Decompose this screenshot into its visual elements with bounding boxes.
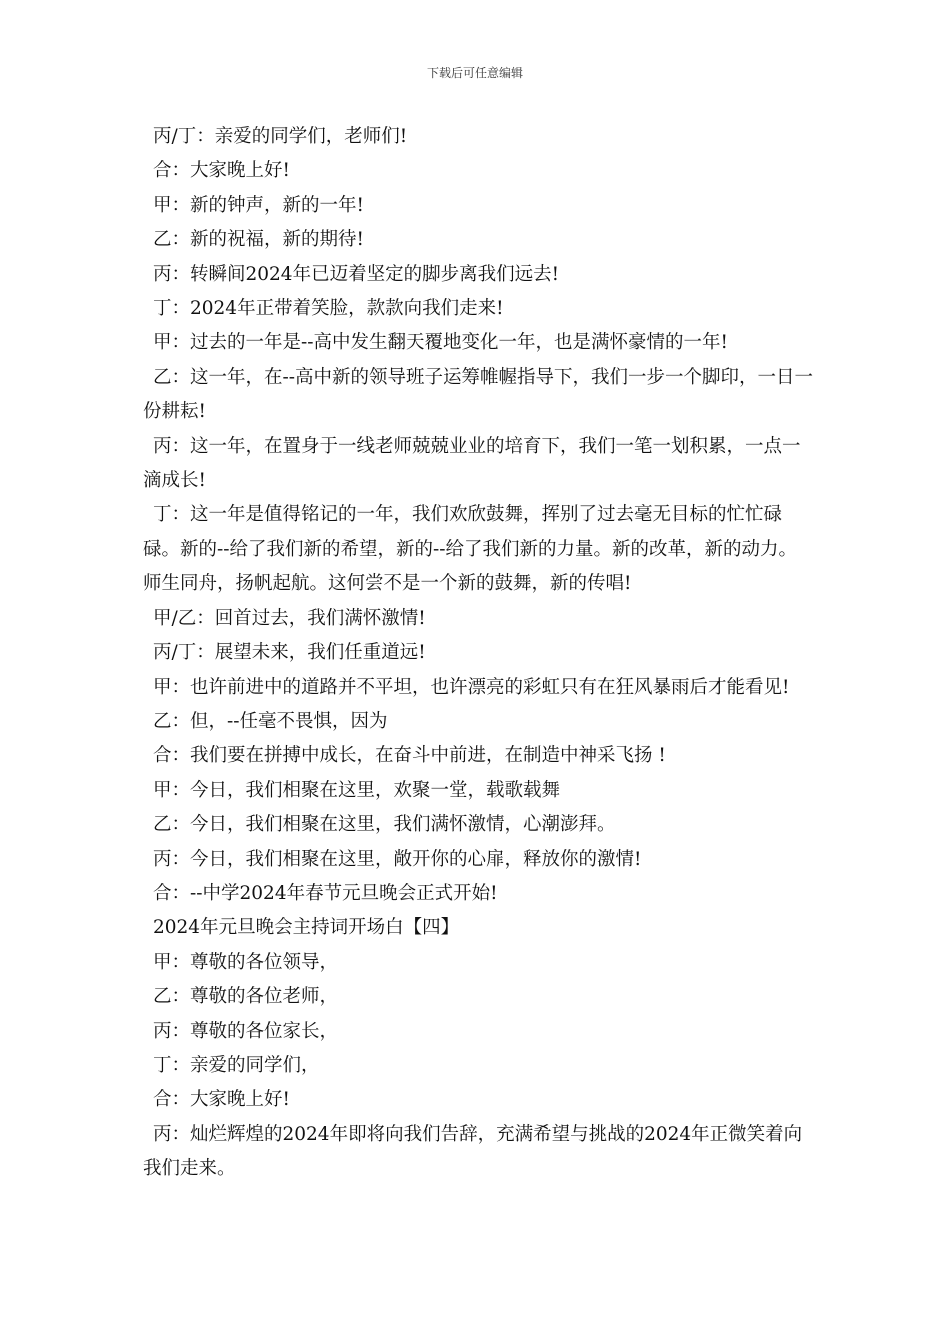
paragraph: 合：大家晚上好! xyxy=(153,1089,290,1111)
paragraph: 乙：尊敬的各位老师， xyxy=(153,986,339,1008)
paragraph: 乙：这一年，在--高中新的领导班子运筹帷幄指导下，我们一步一个脚印，一日一份耕耘! xyxy=(143,366,814,423)
paragraph: 乙：但，--任毫不畏惧，因为 xyxy=(153,710,388,732)
paragraph: 甲：新的钟声，新的一年! xyxy=(153,194,364,216)
paragraph: 丙：尊敬的各位家长， xyxy=(153,1020,339,1042)
section-heading: 2024年元旦晚会主持词开场白【四】 xyxy=(153,917,460,939)
paragraph: 甲：也许前进中的道路并不平坦，也许漂亮的彩虹只有在狂风暴雨后才能看见! xyxy=(153,676,790,698)
paragraph: 丁：2024年正带着笑脸，款款向我们走来! xyxy=(153,298,504,320)
paragraph: 丙：灿烂辉煌的2024年即将向我们告辞，充满希望与挑战的2024年正微笑着向我们走来。 xyxy=(143,1123,803,1180)
paragraph: 合：大家晚上好! xyxy=(153,160,290,182)
paragraph: 乙：新的祝福，新的期待! xyxy=(153,229,364,251)
paragraph: 甲：尊敬的各位领导， xyxy=(153,951,339,973)
paragraph: 丙/丁：亲爱的同学们，老师们! xyxy=(153,126,408,147)
page-header: 下载后可任意编辑 xyxy=(426,66,523,80)
paragraph: 合：--中学2024年春节元旦晚会正式开始! xyxy=(153,882,498,904)
document-body xyxy=(143,120,815,1187)
paragraph: 甲：过去的一年是--高中发生翻天覆地变化一年，也是满怀豪情的一年! xyxy=(153,332,728,354)
paragraph: 丙：转瞬间2024年已迈着坚定的脚步离我们远去! xyxy=(153,263,560,285)
paragraph: 丙：今日，我们相聚在这里，敞开你的心扉，释放你的激情! xyxy=(153,848,642,870)
paragraph: 乙：今日，我们相聚在这里，我们满怀激情，心潮澎拜。 xyxy=(153,814,616,836)
paragraph: 丁：这一年是值得铭记的一年，我们欢欣鼓舞，挥别了过去毫无目标的忙忙碌碌。新的--给了我们新的希望，新的--给了我们新的力量。新的改革，新的动力。师生同舟，扬帆起航。这何尝不是一个新的鼓舞，新的传唱! xyxy=(143,504,798,595)
paragraph: 甲：今日，我们相聚在这里，欢聚一堂，载歌载舞 xyxy=(153,779,561,801)
paragraph: 甲/乙：回首过去，我们满怀激情! xyxy=(153,607,426,629)
paragraph: 丙/丁：展望未来，我们任重道远! xyxy=(153,642,426,664)
paragraph: 丁：亲爱的同学们， xyxy=(153,1054,320,1076)
paragraph: 合：我们要在拼搏中成长，在奋斗中前进，在制造中神采飞扬 ! xyxy=(153,745,666,767)
paragraph: 丙：这一年，在置身于一线老师兢兢业业的培育下，我们一笔一划积累，一点一滴成长! xyxy=(143,435,801,492)
